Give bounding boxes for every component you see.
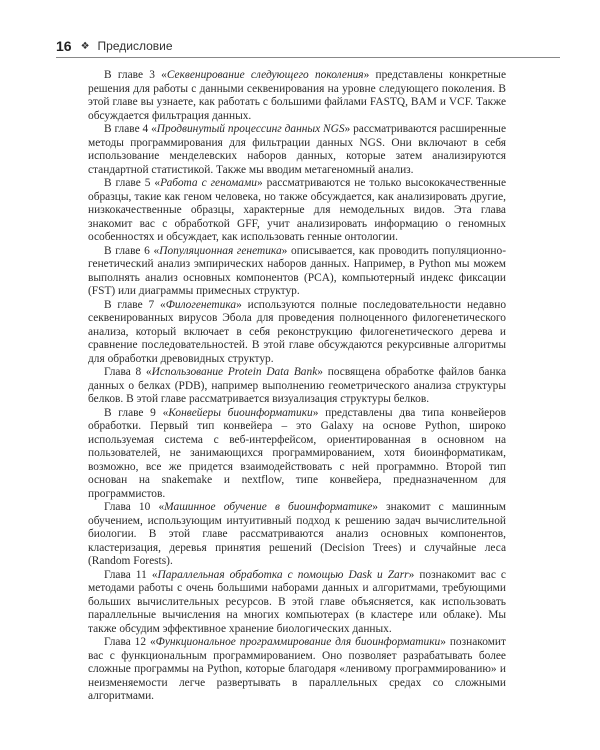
chapter-paragraph: В главе 6 «Популяционная генетика» описывается, как проводить популяционно-генетический анализ эмпирических наборов данных. Например, в Python мы можем выполнять анализ основных компонентов (PCA), компьютерный индекс фиксации (FST) или диаграммы примесных структур. (88, 244, 506, 297)
chapter-title: Филогенетика (165, 298, 237, 311)
chapter-paragraph: В главе 9 «Конвейеры биоинформатики» представлены два типа конвейеров обработки. Первый тип конвейера – это Galaxy на основе Python, широко используемая система с веб-интерфейсом, ориентированная в основном на пользователей, не занимающихся программированием, хотя биоинформатикам, возможно, все же придется взаимодействовать с ней программно. Второй тип основан на snakemake и nextflow, типе конвейера, предназначенном для программистов. (88, 406, 506, 500)
chapter-title: Секвенирование следующего поколения (166, 69, 364, 81)
body-text (88, 69, 506, 704)
chapter-title: Конвейеры биоинформатики (168, 406, 313, 419)
chapter-paragraph: В главе 4 «Продвинутый процессинг данных NGS» рассматриваются расширенные методы программирования для фильтрации данных NGS. Они включают в себя использование менделевских наборов данных, которые затем анализируются стандартной статистикой. Также мы вводим метагеномный анализ. (88, 123, 506, 176)
page-number: 16 (56, 38, 72, 54)
chapter-title: Машинное обучение в биоинформатике (164, 501, 373, 513)
chapter-paragraph: В главе 5 «Работа с геномами» рассматриваются не только высококачественные образцы, такие как геном человека, но также обсуждается, как анализировать другие, низкокачественные образцы, характерные для немодельных видов. Эта глава знакомит вас с обработкой GFF, учит анализировать информацию о геномных особенностях и обсуждает, как использовать генные онтологии. (88, 177, 506, 243)
ornament-icon: ❖ (80, 40, 90, 52)
chapter-title: Функциональное программирование для биоинформатики (155, 636, 441, 648)
chapter-paragraph: В главе 7 «Филогенетика» используются полные последовательности недавно секвенированных вирусов Эбола для проведения полноценного филогенетического анализа, который включает в себя реконструкцию филогенетического дерева и сравнение последовательностей. В этой главе обсуждаются рекурсивные алгоритмы для обработки древовидных структур. (88, 298, 507, 365)
page-header (56, 38, 544, 54)
chapter-paragraph: Глава 10 «Машинное обучение в биоинформатике» знакомит с машинным обучением, использующим интуитивный подход к решению задач вычислительной биологии. В этой главе рассматриваются анализ основных компонентов, кластеризация, деревья принятия решений (Decision Trees) и случайные леса (Random Forests). (88, 501, 506, 567)
chapter-title: Использование Protein Data Bank (151, 366, 318, 378)
running-title: Предисловие (97, 39, 173, 53)
header-divider (56, 57, 560, 58)
chapter-title: Популяционная генетика (159, 244, 282, 257)
chapter-paragraph: Глава 8 «Использование Protein Data Bank» посвящена обработке файлов банка данных о белках (PDB), например выполнению геометрического анализа структуры белков. В этой главе рассматривается визуализация структуры белков. (88, 366, 507, 405)
chapter-title: Работа с геномами (160, 177, 257, 189)
chapter-title: Продвинутый процессинг данных NGS (156, 123, 345, 135)
chapter-paragraph: Глава 12 «Функциональное программирование для биоинформатики» познакомит вас с функциональным программированием. Оно позволяет разрабатывать более сложные программы на Python, которые благодаря «ленивому программированию» и неизменяемости легче развертывать в параллельных средах со сложными алгоритмами. (88, 636, 506, 702)
chapter-paragraph: В главе 3 «Секвенирование следующего поколения» представлены конкретные решения для работы с данными секвенирования на уровне следующего поколения. В этой главе вы узнаете, как работать с большими файлами FASTQ, BAM и VCF. Также обсуждается фильтрация данных. (88, 69, 506, 122)
chapter-title: Параллельная обработка с помощью Dask и Zarr (157, 568, 409, 581)
chapter-paragraph: Глава 11 «Параллельная обработка с помощью Dask и Zarr» познакомит вас с методами работы с очень большими наборами данных и алгоритмами, требующими больших вычислительных ресурсов. В этой главе объясняется, как использовать параллельные вычисления на многих компьютерах (в кластере или облаке). Мы также обсудим эффективное хранение биологических данных. (88, 568, 506, 635)
